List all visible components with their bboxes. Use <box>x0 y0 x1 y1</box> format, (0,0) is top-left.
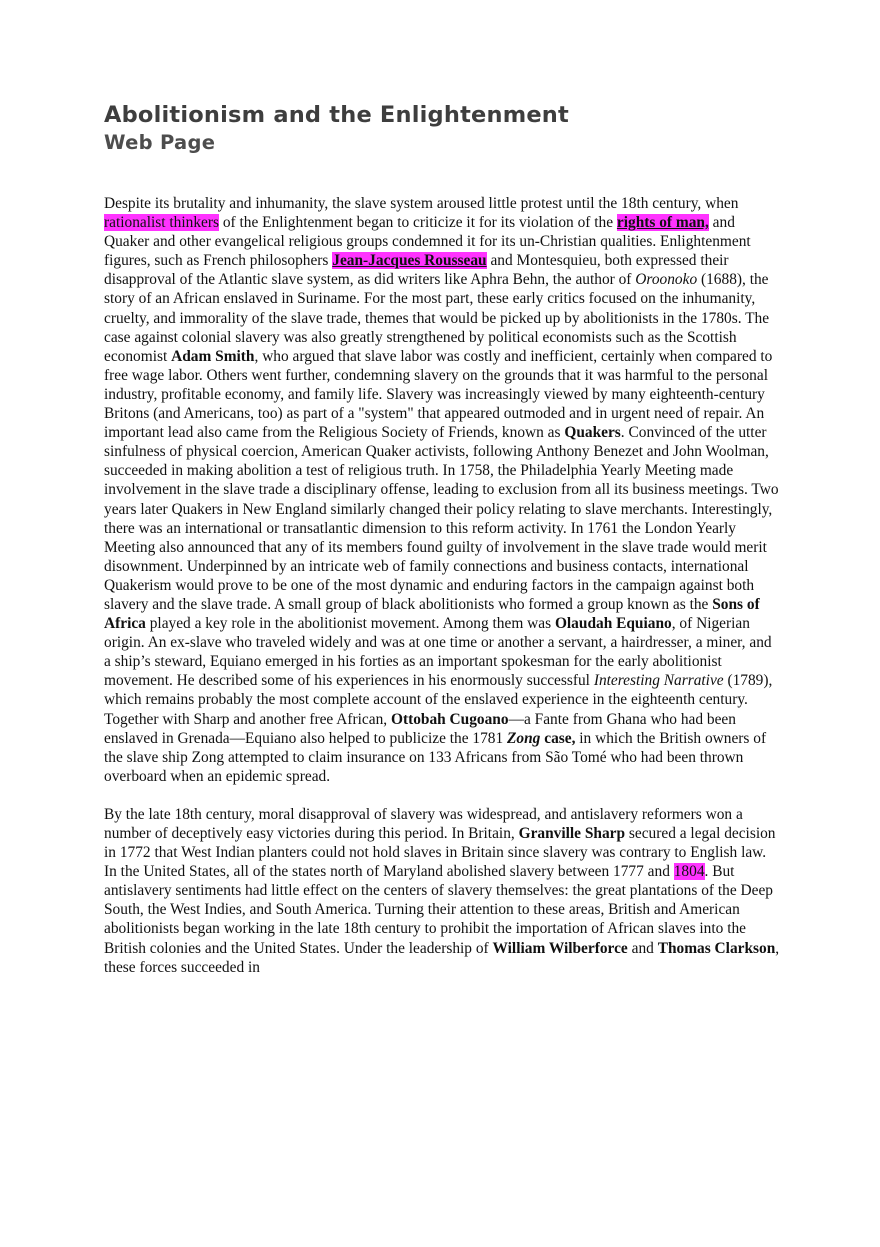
text-run: (1688), the story of an African enslaved in Suriname. For the most part, these early critics focused on the inhumanity, cruelty, and immorality of the slave trade, themes that would be picked up by abolitionists in the 1780s. The case against colonial slavery was also greatly strengthened by political economists such as the Scottish economist <box>104 271 770 365</box>
bold-adam-smith: Adam Smith <box>171 347 255 365</box>
text-run: played a key role in the abolitionist movement. Among them was <box>145 615 555 633</box>
text-run: Despite its brutality and inhumanity, the slave system aroused little protest until the 18th century, when <box>104 195 739 212</box>
text-run: and Quaker and other evangelical religious groups condemned it for its un-Christian qualities. Enlightenment figures, such as French philosophers <box>104 214 751 270</box>
text-run: of the Enlightenment began to criticize it for its violation of the <box>218 214 617 232</box>
bold-case: case, <box>540 729 576 747</box>
bold-quakers: Quakers <box>564 424 621 442</box>
page-title: Abolitionism and the Enlightenment <box>104 102 569 128</box>
bold-thomas-clarkson: Thomas Clarkson <box>657 939 776 957</box>
highlight-rationalist-thinkers: rationalist thinkers <box>104 214 219 232</box>
page-subtitle: Web Page <box>104 131 216 154</box>
bold-sons-of-africa: Sons of Africa <box>104 595 760 633</box>
text-run: . But antislavery sentiments had little effect on the centers of slavery themselves: the great plantations of the Deep South, the West Indies, and South America. Turning their attention to these areas, British and American abolitionists began working in the late 18th century to prohibit the importation of African slaves into the British colonies and the United States. Under the leadership of <box>104 863 773 957</box>
text-run: By the late 18th century, moral disapproval of slavery was widespread, and antislavery reformers won a number of deceptively easy victories during this period. In Britain, <box>104 805 743 842</box>
body-paragraph-1 <box>104 194 780 786</box>
link-jean-jacques-rousseau[interactable]: Jean-Jacques Rousseau <box>332 252 487 270</box>
text-run: and <box>627 939 658 957</box>
highlight-1804: 1804 <box>673 863 705 881</box>
text-run: secured a legal decision in 1772 that West Indian planters could not hold slaves in Britain since slavery was contrary to English law. In the United States, all of the states north of Maryland abolished slavery between 1777 and <box>104 825 776 881</box>
body-paragraph-2 <box>104 805 780 977</box>
bold-ottobah-cugoano: Ottobah Cugoano <box>390 710 509 728</box>
bold-olaudah-equiano: Olaudah Equiano <box>554 615 672 633</box>
italic-interesting-narrative: Interesting Narrative <box>593 672 724 690</box>
text-run: , these forces succeeded in <box>104 939 780 976</box>
text-run: (1789), which remains probably the most complete account of the enslaved experience in the eighteenth century. Together with Sharp and another free African, <box>104 672 773 728</box>
link-rights-of-man[interactable]: rights of man, <box>616 214 709 232</box>
bold-italic-zong: Zong <box>507 729 541 747</box>
text-run: , of Nigerian origin. An ex-slave who traveled widely and was at one time or another a servant, a hairdresser, a miner, and a ship’s steward, Equiano emerged in his forties as an important spokesman for the early abolitionist movement. He described some of his experiences in his enormously successful <box>104 615 772 690</box>
text-run: , who argued that slave labor was costly and inefficient, certainly when compared to free wage labor. Others went further, condemning slavery on the grounds that it was harmful to the personal industry, profitable economy, and family life. Slavery was increasingly viewed by many eighteenth-century Britons (and Americans, too) as part of a "system" that appeared outmoded and in urgent need of repair. An important lead also came from the Religious Society of Friends, known as <box>104 347 773 442</box>
bold-granville-sharp: Granville Sharp <box>518 825 626 842</box>
italic-oroonoko: Oroonoko <box>635 271 698 289</box>
document-page <box>104 100 780 977</box>
text-run: —a Fante from Ghana who had been enslaved in Grenada—Equiano also helped to publicize the 1781 <box>104 710 736 747</box>
bold-william-wilberforce: William Wilberforce <box>492 939 628 957</box>
text-run: in which the British owners of the slave ship Zong attempted to claim insurance on 133 Africans from São Tomé who had been thrown overboard when an epidemic spread. <box>104 729 767 785</box>
text-run: . Convinced of the utter sinfulness of physical coercion, American Quaker activists, following Anthony Benezet and John Woolman, succeeded in making abolition a test of religious truth. In 1758, the Philadelphia Yearly Meeting made involvement in the slave trade a disciplinary offense, leading to exclusion from all its business meetings. Two years later Quakers in New England similarly changed their policy relating to slave merchants. Interestingly, there was an international or transatlantic dimension to this reform activity. In 1761 the London Yearly Meeting also announced that any of its members found guilty of involvement in the slave trade would merit disownment. Underpinned by an intricate web of family connections and business contacts, international Quakerism would prove to be one of the most dynamic and enduring factors in the campaign against both slavery and the slave trade. A small group of black abolitionists who formed a group known as the <box>104 424 779 613</box>
text-run: and Montesquieu, both expressed their disapproval of the Atlantic slave system, as did writers like Aphra Behn, the author of <box>104 252 729 289</box>
